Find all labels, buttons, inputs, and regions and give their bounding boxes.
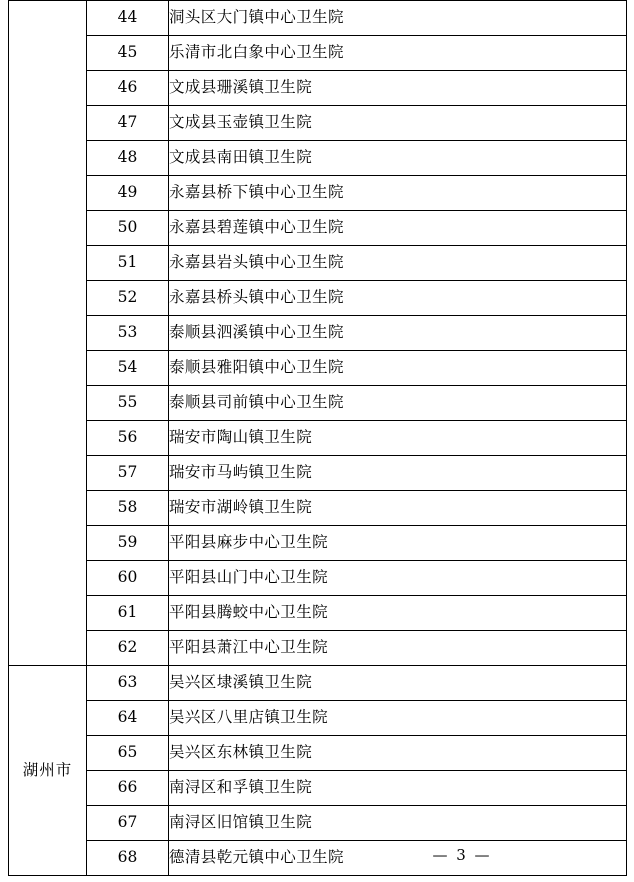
- institution-name: 永嘉县岩头镇中心卫生院: [169, 246, 627, 281]
- row-number: 64: [87, 701, 169, 736]
- table-row: [9, 141, 627, 176]
- region-cell-group-1: [9, 1, 87, 666]
- table-row: [9, 561, 627, 596]
- table-body: [9, 1, 627, 876]
- row-number: 50: [87, 211, 169, 246]
- institution-name: 泰顺县雅阳镇中心卫生院: [169, 351, 627, 386]
- row-number: 44: [87, 1, 169, 36]
- row-number: 49: [87, 176, 169, 211]
- table-row: [9, 771, 627, 806]
- institution-name: 平阳县萧江中心卫生院: [169, 631, 627, 666]
- table-row: [9, 631, 627, 666]
- table-row: [9, 806, 627, 841]
- table-row: [9, 736, 627, 771]
- table-row: [9, 491, 627, 526]
- row-number: 52: [87, 281, 169, 316]
- row-number: 68: [87, 841, 169, 876]
- institution-name: 永嘉县桥头镇中心卫生院: [169, 281, 627, 316]
- row-number: 47: [87, 106, 169, 141]
- institution-name: 泰顺县泗溪镇中心卫生院: [169, 316, 627, 351]
- row-number: 61: [87, 596, 169, 631]
- institution-name: 吴兴区东林镇卫生院: [169, 736, 627, 771]
- table-row: [9, 666, 627, 701]
- row-number: 55: [87, 386, 169, 421]
- institution-name: 南浔区和孚镇卫生院: [169, 771, 627, 806]
- table-row: [9, 36, 627, 71]
- row-number: 51: [87, 246, 169, 281]
- table-row: [9, 246, 627, 281]
- table-row: [9, 281, 627, 316]
- region-cell-huzhou: 湖州市: [9, 666, 87, 876]
- institution-name: 瑞安市马屿镇卫生院: [169, 456, 627, 491]
- table-row: [9, 351, 627, 386]
- table-row: [9, 596, 627, 631]
- row-number: 67: [87, 806, 169, 841]
- institution-name: 文成县玉壶镇卫生院: [169, 106, 627, 141]
- table-row: [9, 1, 627, 36]
- institution-name: 文成县珊溪镇卫生院: [169, 71, 627, 106]
- table-row: [9, 456, 627, 491]
- row-number: 56: [87, 421, 169, 456]
- institution-name: 泰顺县司前镇中心卫生院: [169, 386, 627, 421]
- health-institution-table: [8, 0, 627, 876]
- row-number: 46: [87, 71, 169, 106]
- institution-name: 南浔区旧馆镇卫生院: [169, 806, 627, 841]
- row-number: 63: [87, 666, 169, 701]
- table-row: [9, 71, 627, 106]
- institution-name: 吴兴区八里店镇卫生院: [169, 701, 627, 736]
- table-row: [9, 211, 627, 246]
- table-row: [9, 421, 627, 456]
- row-number: 53: [87, 316, 169, 351]
- row-number: 60: [87, 561, 169, 596]
- institution-name: 德清县乾元镇中心卫生院: [169, 841, 627, 876]
- table-row: [9, 526, 627, 561]
- row-number: 57: [87, 456, 169, 491]
- table-row: [9, 316, 627, 351]
- institution-name: 文成县南田镇卫生院: [169, 141, 627, 176]
- institution-name: 吴兴区埭溪镇卫生院: [169, 666, 627, 701]
- table-row: [9, 176, 627, 211]
- table-row: [9, 106, 627, 141]
- institution-name: 平阳县山门中心卫生院: [169, 561, 627, 596]
- institution-name: 瑞安市湖岭镇卫生院: [169, 491, 627, 526]
- row-number: 48: [87, 141, 169, 176]
- row-number: 62: [87, 631, 169, 666]
- row-number: 54: [87, 351, 169, 386]
- row-number: 45: [87, 36, 169, 71]
- institution-name: 瑞安市陶山镇卫生院: [169, 421, 627, 456]
- institution-name: 平阳县麻步中心卫生院: [169, 526, 627, 561]
- institution-name: 永嘉县碧莲镇中心卫生院: [169, 211, 627, 246]
- table-row: [9, 701, 627, 736]
- institution-name: 平阳县腾蛟中心卫生院: [169, 596, 627, 631]
- institution-name: 洞头区大门镇中心卫生院: [169, 1, 627, 36]
- row-number: 65: [87, 736, 169, 771]
- row-number: 66: [87, 771, 169, 806]
- row-number: 59: [87, 526, 169, 561]
- page-number: — 3 —: [432, 846, 492, 864]
- row-number: 58: [87, 491, 169, 526]
- table-row: [9, 386, 627, 421]
- institution-name: 乐清市北白象中心卫生院: [169, 36, 627, 71]
- institution-name: 永嘉县桥下镇中心卫生院: [169, 176, 627, 211]
